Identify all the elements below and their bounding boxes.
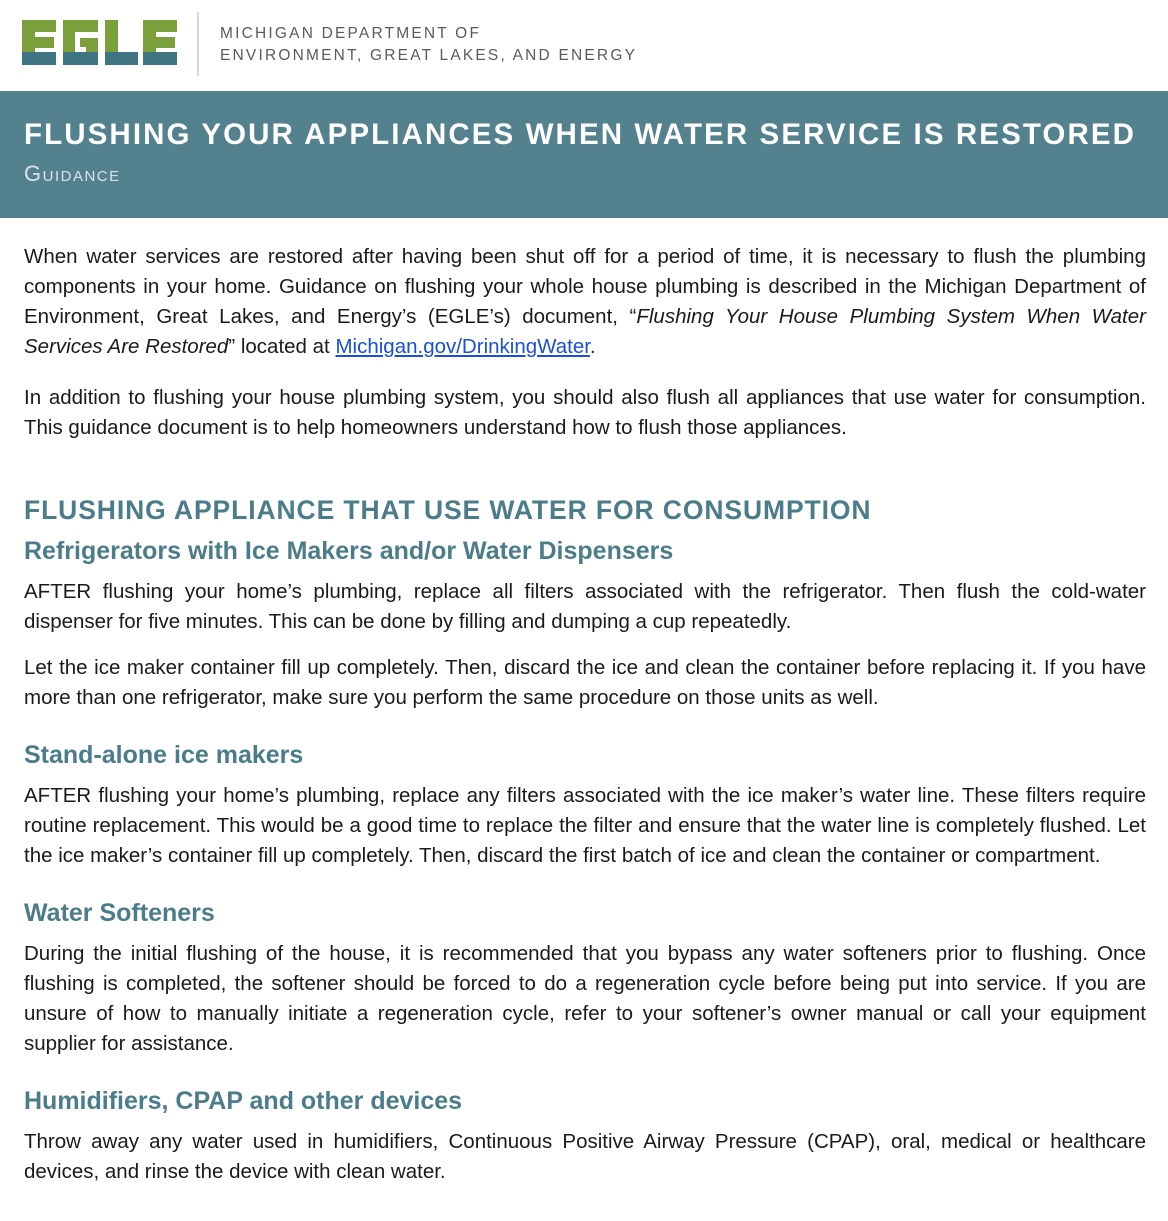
page-header — [0, 0, 1168, 91]
intro-paragraph-2: In addition to flushing your house plumbing system, you should also flush all appliances that use water for consumption. This guidance document is to help homeowners understand how to flush those appliances. — [24, 386, 1146, 439]
ice-makers-heading: Stand-alone ice makers — [24, 741, 304, 769]
agency-line-1: MICHIGAN DEPARTMENT OF — [220, 25, 482, 42]
intro-text-c: . — [589, 335, 596, 358]
drinking-water-link[interactable]: Michigan.gov/DrinkingWater — [335, 335, 590, 358]
header-divider — [197, 12, 199, 76]
agency-name — [220, 23, 637, 67]
section-heading: FLUSHING APPLIANCE THAT USE WATER FOR CONSUMPTION — [24, 495, 872, 525]
intro-text-b: ” located at — [228, 335, 336, 358]
softeners-paragraph: During the initial flushing of the house, it is recommended that you bypass any water softeners prior to flushing. Once flushing is completed, the softener should be forced to do a regeneration cycle before being put into service. If you are unsure of how to manually initiate a regeneration cycle, refer to your softener’s owner manual or call your equipment supplier for assistance. — [24, 942, 1146, 1055]
referenced-document-title: Flushing Your House Plumbing System When Water Services Are Restored — [24, 305, 1146, 358]
page-title: FLUSHING YOUR APPLIANCES WHEN WATER SERVICE IS RESTORED — [24, 118, 1137, 151]
document-body — [24, 242, 1146, 1187]
humidifiers-heading: Humidifiers, CPAP and other devices — [24, 1087, 463, 1115]
title-banner — [0, 91, 1168, 218]
page-subtitle: Guidance — [24, 161, 121, 186]
refrigerators-heading: Refrigerators with Ice Makers and/or Water Dispensers — [24, 537, 674, 565]
egle-logo — [22, 16, 182, 70]
intro-paragraph-1 — [24, 242, 1146, 362]
refrigerators-paragraph-1: AFTER flushing your home’s plumbing, replace all filters associated with the refrigerator. Then flush the cold-water dispenser for five minutes. This can be done by filling and dumping a cup repeatedly. — [24, 580, 1146, 633]
agency-line-2: ENVIRONMENT, GREAT LAKES, AND ENERGY — [220, 47, 638, 64]
egle-logo-graphic — [22, 16, 178, 70]
humidifiers-paragraph: Throw away any water used in humidifiers, Continuous Positive Airway Pressure (CPAP), oral, medical or healthcare devices, and rinse the device with clean water. — [24, 1130, 1146, 1183]
intro-text-a: When water services are restored after having been shut off for a period of time, it is necessary to flush the plumbing components in your home. Guidance on flushing your whole house plumbing is described in the Michigan Department of Environment, Great Lakes, and Energy’s (EGLE’s) document, “ — [24, 245, 1146, 328]
softeners-heading: Water Softeners — [24, 899, 215, 927]
refrigerators-paragraph-2: Let the ice maker container fill up completely. Then, discard the ice and clean the container before replacing it. If you have more than one refrigerator, make sure you perform the same procedure on those units as well. — [24, 656, 1146, 709]
ice-makers-paragraph: AFTER flushing your home’s plumbing, replace any filters associated with the ice maker’s water line. These filters require routine replacement. This would be a good time to replace the filter and ensure that the water line is completely flushed. Let the ice maker’s container fill up completely. Then, discard the first batch of ice and clean the container or compartment. — [24, 784, 1146, 867]
